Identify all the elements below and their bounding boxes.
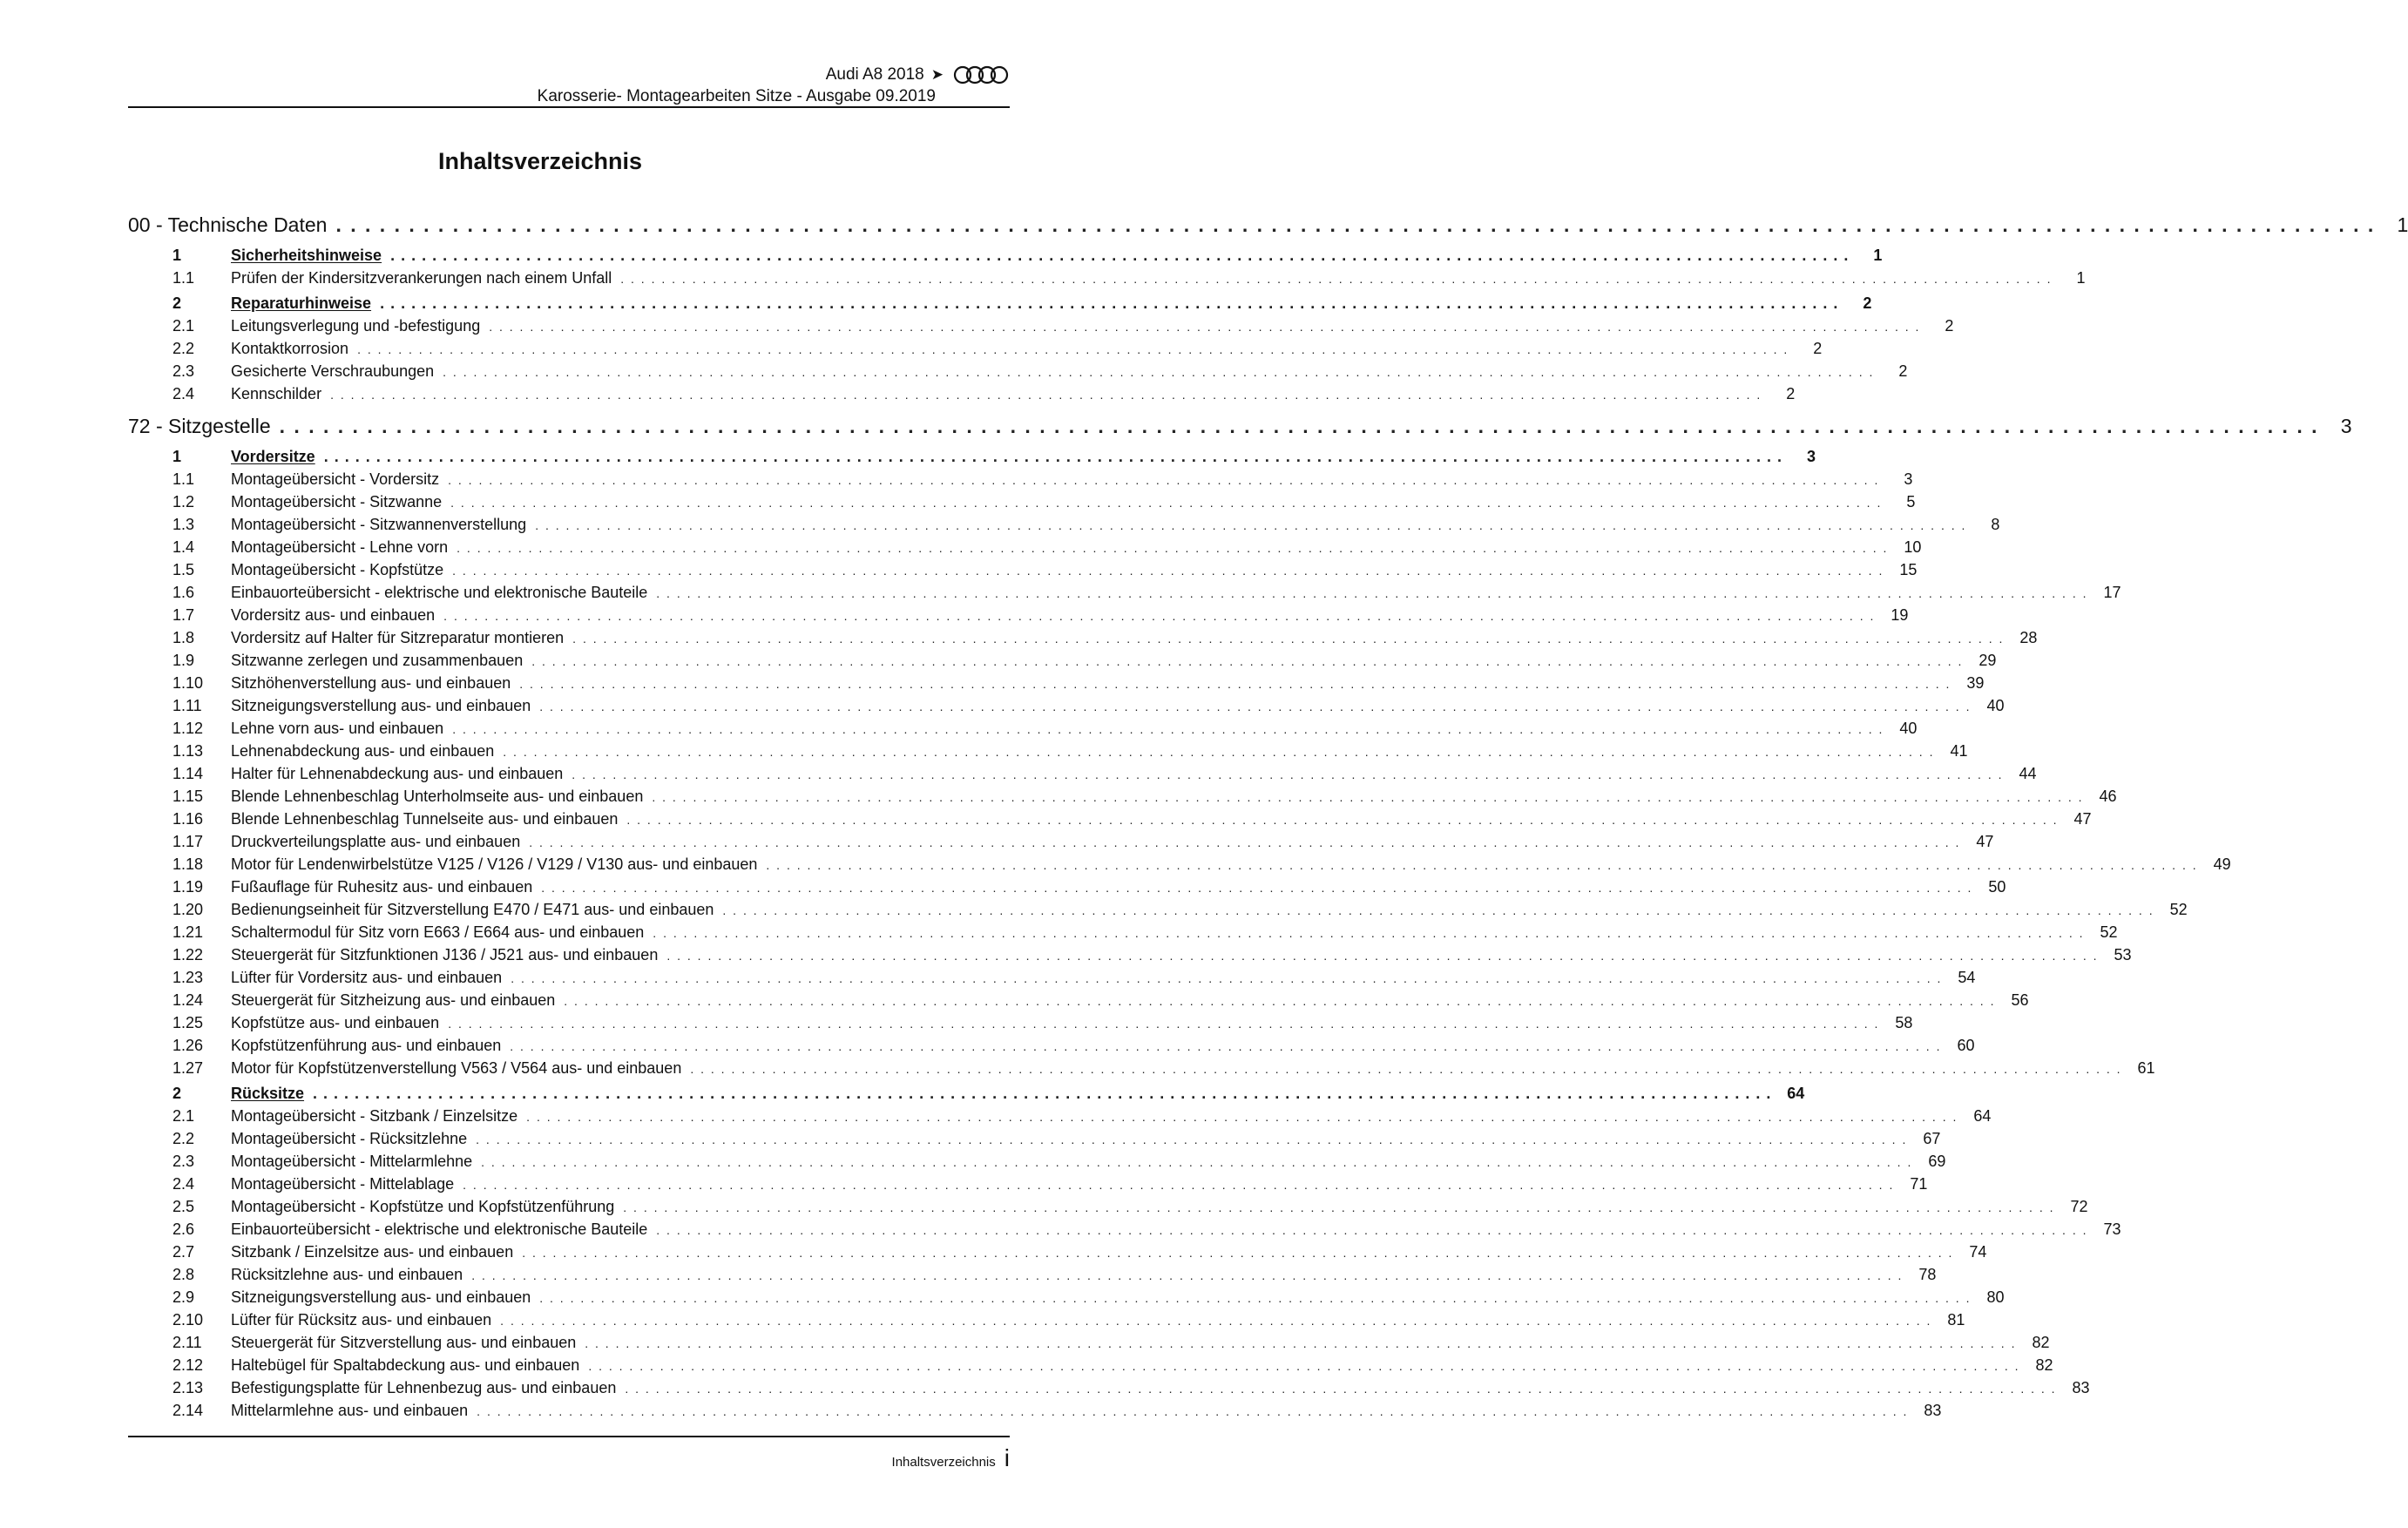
toc-entry-number: 1 (172, 247, 182, 264)
toc-entry-sub[interactable] (128, 490, 1916, 513)
header-brand-line (826, 63, 1010, 87)
toc-entry-section[interactable] (128, 244, 1883, 267)
dot-leader: . . . . . . . . . . . . . . . . . . . . . . . . . . . . . . . . . . . . . . . . . . . . . . . . . . . . . . . . . . . . . . . . . . . . . . . . . . . . . . . . . . . . . . . . . . . . . . . . . . . . . . . . . . . . . . . . . . . . . . . . . . . . . . . . . . . . . . . . . . . . (541, 881, 1973, 895)
toc-entry-number: 1.24 (172, 991, 204, 1009)
dot-leader: . . . . . . . . . . . . . . . . . . . . . . . . . . . . . . . . . . . . . . . . . . . . . . . . . . . . . . . . . . . . . . . . . . . . . . . . . . . . . . . . . . . . . . . . . . . . . . . . . . . . . . . . . . . . . . . . . . . . . . . . . . . . . . . . . . . . . . . . . . . . (448, 1017, 1880, 1031)
toc-entry-title: Haltebügel für Spaltabdeckung aus- und einbauen (231, 1356, 580, 1374)
toc-entry-sub[interactable] (128, 1195, 2088, 1218)
toc-entry-number: 1.7 (172, 606, 195, 624)
dot-leader: . . . . . . . . . . . . . . . . . . . . . . . . . . . . . . . . . . . . . . . . . . . . . . . . . . . . . . . . . . . . . . . . . . . . . . . . . . . . . . . . . . . . . . . . . . . . . . . . . . . . . . . . . . . . . . . . . . . . . . . . . . . . . . . . . . . . . . . . . . . . (539, 1291, 1972, 1305)
toc-page-number: 72 (2070, 1198, 2088, 1215)
toc-entry-number: 1.20 (172, 901, 204, 918)
document-subtitle: Karosserie- Montagearbeiten Sitze - Ausgabe 09.2019 (537, 87, 936, 105)
toc-entry-number: 2.2 (172, 340, 195, 357)
toc-entry-sub[interactable] (128, 762, 2037, 785)
toc-page-number: 49 (2213, 855, 2231, 873)
toc-page-number: 81 (1947, 1311, 1965, 1329)
dot-leader: . . . . . . . . . . . . . . . . . . . . . . . . . . . . . . . . . . . . . . . . . . . . . . . . . . . . . . . . . . . . . . . . . . . . . . . . . . . . . . . . . . . . . . . . . . . . . . . . . . . . . . . . . . . . . . . . . . . . . . . . . . . . . . . . . . . . . . . . . . . . (380, 294, 1839, 312)
toc-page-number: 82 (2032, 1334, 2050, 1351)
toc-page-number: 83 (2072, 1379, 2090, 1396)
toc-entry-chapter[interactable] (128, 209, 2408, 241)
toc-entry-title: Montageübersicht - Rücksitzlehne (231, 1130, 468, 1147)
toc-entry-section[interactable] (128, 445, 1816, 468)
dot-leader: . . . . . . . . . . . . . . . . . . . . . . . . . . . . . . . . . . . . . . . . . . . . . . . . . . . . . . . . . . . . . . . . . . . . . . . . . . . . . . . . . . . . . . . . . . . . . . . . . . . . . . . . . . . . . . . . . . . . . . . . . . . . . . . . . . . . . . . . . . . . (656, 1223, 2088, 1237)
dot-leader: . . . . . . . . . . . . . . . . . . . . . . . . . . . . . . . . . . . . . . . . . . . . . . . . . . . . . . . . . . . . . . . . . . . . . . . . . . . . . . . . . . . . . . . . . . . . . . . . . . . . . . . . . . . . . . . . . . . . . . . . . . . . . . . . . . . . . . . . . . . . (477, 1404, 1909, 1418)
toc-entry-number: 1.26 (172, 1037, 204, 1054)
toc-entry-title: Montageübersicht - Vordersitz (231, 470, 440, 488)
dot-leader: . . . . . . . . . . . . . . . . . . . . . . . . . . . . . . . . . . . . . . . . . . . . . . . . . . . . . . . . . . . . . . . . . . . . . . . . . . . . . . . . . . . . . . . . . . . . . . . . . . . . . . . . . . . . . . . . . . . . . . . . . . . . . . . . . . . . . . . . . . . . (452, 564, 1884, 578)
toc-entry-title: Sitzneigungsverstellung aus- und einbauen (231, 697, 531, 714)
toc-entry-sub[interactable] (128, 785, 2117, 808)
toc-entry-title: Motor für Kopfstützenverstellung V563 / V564 aus- und einbauen (231, 1059, 682, 1077)
dot-leader: . . . . . . . . . . . . . . . . . . . . . . . . . . . . . . . . . . . . . . . . . . . . . . . . . . . . . . . . . . . . . . . . . . . . . . . . . . . . . . . . . . . . . . . . . . . . . . . . . . . . . . . . . . . . . . . . . . . . . . . . . . . . . . . . . . . . . . . . . . . . (323, 448, 1782, 465)
dot-leader: . . . . . . . . . . . . . . . . . . . . . . . . . . . . . . . . . . . . . . . . . . . . . . . . . . . . . . . . . . . . . . . . . . . . . . . . . . . . . . . . . . . . . . . . . . . . . . . . . . . . . . . . . . . . . . . . . . . . . . . . . . . . . . . . . . . . . . . . . . . . (625, 1382, 2057, 1396)
toc-entry-number: 1.12 (172, 720, 204, 737)
toc-entry-title: Halter für Lehnenabdeckung aus- und einbauen (231, 765, 564, 782)
toc-entry-number: 2.13 (172, 1379, 204, 1396)
toc-entry-title: Steuergerät für Sitzheizung aus- und einbauen (231, 991, 556, 1009)
toc-entry-number: 2.1 (172, 317, 195, 335)
toc-page-number: 40 (1899, 720, 1918, 737)
toc-entry-title: Montageübersicht - Mittelablage (231, 1175, 455, 1193)
toc-entry-title: Montageübersicht - Kopfstütze (231, 561, 444, 578)
toc-entry-sub[interactable] (128, 898, 2188, 921)
toc-page-number: 3 (1904, 470, 1913, 488)
toc-entry-number: 2.3 (172, 362, 195, 380)
dot-leader: . . . . . . . . . . . . . . . . . . . . . . . . . . . . . . . . . . . . . . . . . . . . . . . . . . . . . . . . . . . . . . . . . . . . . . . . . . . . . . . . . . . . . . . . . . . . . . . . . . . . . . . . . . . . . . . . . . . . . . . . . . . . . . . . . . . . . . . . . . . . (511, 971, 1943, 985)
toc-page-number: 46 (2099, 788, 2117, 805)
dot-leader: . . . . . . . . . . . . . . . . . . . . . . . . . . . . . . . . . . . . . . . . . . . . . . . . . . . . . . . . . . . . . . . . . . . . . . . . . . . . . . . . . . . . . . . . . . . . . . . . . . . . . . . . . . . . . . . . . . . . . . . . . . . . . . . . . . . . . . . . . . . . (722, 903, 2154, 917)
toc-entry-sub[interactable] (128, 830, 1994, 853)
toc-entry-number: 2.4 (172, 1175, 195, 1193)
dot-leader: . . . . . . . . . . . . . . . . . . . . . . . . . . . . . . . . . . . . . . . . . . . . . . . . . . . . . . . . . . . . . . . . . . . . . . . . . . . . . . . . . . . . . . . . . . . . . . . . . . . . . . . . . . . . . . . . . . . . . . . . . . . . . . . . . . . . . . . . . . . . (463, 1178, 1895, 1192)
toc-entry-title: Reparaturhinweise (231, 294, 372, 312)
toc-entry-number: 1.5 (172, 561, 195, 578)
toc-page-number: 1 (2397, 213, 2408, 236)
toc-entry-title: Prüfen der Kindersitzverankerungen nach einem Unfall (231, 269, 612, 287)
dot-leader: . . . . . . . . . . . . . . . . . . . . . . . . . . . . . . . . . . . . . . . . . . . . . . . . . . . . . . . . . . . . . . . . . . . . . . . . . . . . . . . . . . . . . . . . . . . . . . . . . . . . . . . . . . . . . . . . . . . . . . . . . . . . . . . . . . . . . . . . . . . . (585, 1336, 2017, 1350)
toc-page-number: 69 (1928, 1153, 1946, 1170)
vehicle-model: Audi A8 2018 (825, 65, 924, 84)
toc-page-number: 3 (2340, 415, 2352, 437)
toc-entry-number: 1.27 (172, 1059, 204, 1077)
toc-entry-sub[interactable] (128, 513, 2000, 536)
toc-entry-sub[interactable] (128, 360, 1908, 382)
dot-leader: . . . . . . . . . . . . . . . . . . . . . . . . . . . . . . . . . . . . . . . . . . . . . . . . . . . . . . . . . . . . . . . . . . . . . . . . . . . . . . . . . . . . . . . . . . . . . . . . . . . . . . . . . . . . . . . . . . . . . . . . . . . . . . . . . . . . . . . . . . . . (653, 926, 2085, 940)
dot-leader: . . . . . . . . . . . . . . . . . . . . . . . . . . . . . . . . . . . . . . . . . . . . . . . . . . . . . . . . . . . . . . . . . . . . . . . . . . . . . . . . . . . . . . . . . . . . . . . . . . . . . . . . . . . . . . . . . . . . . . . . . . . . . . . . . . . . . . . . . . . . (564, 994, 1996, 1008)
toc-entry-sub[interactable] (128, 1354, 2053, 1376)
toc-entry-sub[interactable] (128, 581, 2121, 604)
toc-entry-number: 1.15 (172, 788, 204, 805)
toc-page-number: 39 (1966, 674, 1985, 692)
toc-entry-number: 1.9 (172, 652, 195, 669)
toc-page-number: 64 (1973, 1107, 1992, 1125)
toc-entry-title: Blende Lehnenbeschlag Unterholmseite aus- und einbauen (231, 788, 644, 805)
toc-entry-number: 1.18 (172, 855, 204, 873)
toc-entry-sub[interactable] (128, 1127, 1941, 1150)
toc-entry-title: Montageübersicht - Sitzbank / Einzelsitze (231, 1107, 518, 1125)
toc-entry-sub[interactable] (128, 1218, 2121, 1241)
audi-rings-logo (952, 64, 1010, 85)
toc-entry-number: 1.6 (172, 584, 195, 601)
toc-page-number: 1 (1873, 247, 1883, 264)
toc-entry-sub[interactable] (128, 1263, 1937, 1286)
toc-page-number: 82 (2035, 1356, 2053, 1374)
toc-page-number: 19 (1891, 606, 1909, 624)
toc-entry-number: 2.7 (172, 1243, 195, 1261)
toc-entry-section[interactable] (128, 292, 1872, 314)
toc-page-number: 17 (2103, 584, 2121, 601)
toc-entry-sub[interactable] (128, 740, 1968, 762)
toc-entry-number: 1.11 (172, 697, 202, 714)
toc-entry-number: 1.8 (172, 629, 195, 646)
toc-entry-number: 2.2 (172, 1130, 195, 1147)
dot-leader: . . . . . . . . . . . . . . . . . . . . . . . . . . . . . . . . . . . . . . . . . . . . . . . . . . . . . . . . . . . . . . . . . . . . . . . . . . . . . . . . . . . . . . . . . . . . . . . . . . . . . . . . . . . . . . . . . . . . . . . . . . . . . . . . . . . . . . . . . . . . (452, 722, 1884, 736)
toc-entry-sub[interactable] (128, 626, 2038, 649)
toc-entry-number: 1.25 (172, 1014, 204, 1031)
dot-leader: . . . . . . . . . . . . . . . . . . . . . . . . . . . . . . . . . . . . . . . . . . . . . . . . . . . . . . . . . . . . . . . . . . . . . . . . . . . . . . . . . . . . . . . . . . . . . . . . . . . . . . . . . . . . . . . . . . . . . . . . . . . . . . . . . . . . . . . . . . . . (535, 518, 1967, 532)
toc-entry-number: 1.1 (172, 470, 195, 488)
toc-page-number: 52 (2100, 923, 2118, 941)
toc-page-number: 52 (2169, 901, 2188, 918)
toc-entry-title: Bedienungseinheit für Sitzverstellung E470 / E471 aus- und einbauen (231, 901, 714, 918)
toc-entry-sub[interactable] (128, 1399, 1942, 1422)
toc-entry-title: Sicherheitshinweise (231, 247, 382, 264)
dot-leader: . . . . . . . . . . . . . . . . . . . . . . . . . . . . . . . . . . . . . . . . . . . . . . . . . . . . . . . . . . . . . . . . . . . . . . . . . . . . . . . . . . . . . . . . . . . . . . . . . . . . . . . . . . . . . . . . . . . . . . . . . . . . . . . . . . . . . . . . . . . . (626, 813, 2059, 827)
toc-entry-number: 2.5 (172, 1198, 195, 1215)
toc-entry-title: Montageübersicht - Kopfstütze und Kopfstützenführung (231, 1198, 615, 1215)
toc-entry-number: 1.2 (172, 493, 195, 510)
toc-entry-title: Sitzbank / Einzelsitze aus- und einbauen (231, 1243, 514, 1261)
toc-entry-number: 2.10 (172, 1311, 204, 1329)
dot-leader: . . . . . . . . . . . . . . . . . . . . . . . . . . . . . . . . . . . . . . . . . . . . . . . . . . . . . . . . . . . . . . . . . . . . . . . . . . . . . . . . . . . . . . . . . . . . . . . . . . . . . . . . . . . . . . . . . . . . . . . . . . . . . . . . . . . . . . . . . . . . (476, 1132, 1908, 1146)
toc-entry-number: 1.13 (172, 742, 204, 760)
toc-page-number: 54 (1958, 969, 1976, 986)
footer-label: Inhaltsverzeichnis (891, 1455, 996, 1470)
toc-entry-sub[interactable] (128, 337, 1823, 360)
dot-leader: . . . . . . . . . . . . . . . . . . . . . . . . . . . . . . . . . . . . . . . . . . . . . . . . . . . . . . . . . . . . . . . . . . . . . . . . . . . . . . . . . . . . . . . . . . . . . . . . . . . . . . . . . . . . . . . . . . . . . . . . . . . . . . . . . . . . . . . . . . . . (481, 1155, 1913, 1169)
toc-entry-title: Gesicherte Verschraubungen (231, 362, 435, 380)
toc-entry-chapter[interactable] (128, 410, 2352, 443)
toc-entry-sub[interactable] (128, 1034, 1975, 1057)
dot-leader: . . . . . . . . . . . . . . . . . . . . . . . . . . . . . . . . . . . . . . . . . . . . . . . . . . . . . . . . . . . . . . . . . . . . . . . . . . . . . . . . . . . . . . . . . . . . . . . . . . . . . . . . . . . . . . . . . . . . . . . . . . . . . . . . . . . . . . . . . . . . (500, 1314, 1932, 1328)
toc-entry-title: Vordersitze (231, 448, 315, 465)
toc-entry-title: Kennschilder (231, 385, 322, 402)
dot-leader: . . . . . . . . . . . . . . . . . . . . . . . . . . . . . . . . . . . . . . . . . . . . . . . . . . . . . . . . . . . . . . . . . . . . . . . . . . . . . . . . . . . . . . . . . . . . . . . . . . . . . . . . . . . . . . . . . . . . . . . . . . . . . . . . . . . . . . . . . . . . (666, 949, 2099, 963)
dot-leader: . . . . . . . . . . . . . . . . . . . . . . . . . . . . . . . . . . . . . . . . . . . . . . . . . . . . . . . . . . . . . . . . . . . . . . . . . . . . . . . . . . . . . . . . . . . . . . . . . . . . . . . . . . . . . . . . . . . . . . . . . . . . . . . . . . . . . . . . . . . . (623, 1200, 2055, 1214)
toc-entry-number: 2.6 (172, 1220, 195, 1238)
toc-entry-sub[interactable] (128, 649, 1997, 672)
toc-entry-number: 2 (172, 294, 182, 312)
dot-leader: . . . . . . . . . . . . . . . . . . . . . . . . . . . . . . . . . . . . . . . . . . . . . . . . . . . . . . . . . . . . . . . . . . . . . . . . . . . . . . . . . . . . . . . . . . . . . . . . . . . . . . . . . . . . . . . . . . . . . . . . . . . . . . . . . . . . . . . . . . . . (443, 365, 1875, 379)
toc-entry-title: Steuergerät für Sitzverstellung aus- und einbauen (231, 1334, 577, 1351)
toc-entry-sub[interactable] (128, 966, 1976, 989)
dot-leader: . . . . . . . . . . . . . . . . . . . . . . . . . . . . . . . . . . . . . . . . . . . . . . . . . . . . . . . . . . . . . . . . . . . . . . . . . . . . . . . . . . . . . . . . . . . . . . . . . . . . . . . . . . . . . . . . . . . . . . . . . . . . . . . . . . . . . . . . . . . . (279, 415, 2319, 437)
toc-entry-sub[interactable] (128, 943, 2132, 966)
dot-leader: . . . . . . . . . . . . . . . . . . . . . . . . . . . . . . . . . . . . . . . . . . . . . . . . . . . . . . . . . . . . . . . . . . . . . . . . . . . . . . . . . . . . . . . . . . . . . . . . . . . . . . . . . . . . . . . . . . . . . . . . . . . . . . . . . . . . . . . . . . . . (357, 342, 1789, 356)
toc-entry-sub[interactable] (128, 558, 1918, 581)
toc-entry-title: Sitzhöhenverstellung aus- und einbauen (231, 674, 511, 692)
toc-entry-title: Montageübersicht - Sitzwannenverstellung (231, 516, 527, 533)
toc-entry-number: 1 (172, 448, 182, 465)
toc-entry-sub[interactable] (128, 853, 2231, 876)
toc-page-number: 29 (1978, 652, 1997, 669)
toc-entry-title: Einbauorteübersicht - elektrische und elektronische Bauteile (231, 1220, 648, 1238)
toc-entry-number: 2.4 (172, 385, 195, 402)
toc-entry-sub[interactable] (128, 267, 2086, 289)
toc-entry-sub[interactable] (128, 1286, 2005, 1308)
toc-entry-title: Befestigungsplatte für Lehnenbezug aus- und einbauen (231, 1379, 617, 1396)
toc-entry-title: Kontaktkorrosion (231, 340, 349, 357)
toc-entry-title: Rücksitzlehne aus- und einbauen (231, 1266, 463, 1283)
page-title: Inhaltsverzeichnis (437, 148, 643, 174)
toc-entry-number: 1.14 (172, 765, 204, 782)
toc-page-number: 28 (2019, 629, 2038, 646)
toc-entry-sub[interactable] (128, 1331, 2050, 1354)
dot-leader: . . . . . . . . . . . . . . . . . . . . . . . . . . . . . . . . . . . . . . . . . . . . . . . . . . . . . . . . . . . . . . . . . . . . . . . . . . . . . . . . . . . . . . . . . . . . . . . . . . . . . . . . . . . . . . . . . . . . . . . . . . . . . . . . . . . . . . . . . . . . (510, 1039, 1942, 1053)
toc-entry-sub[interactable] (128, 1011, 1913, 1034)
toc-page-number: 2 (1786, 385, 1796, 402)
toc-entry-title: Montageübersicht - Lehne vorn (231, 538, 449, 556)
toc-entry-title: Lüfter für Rücksitz aus- und einbauen (231, 1311, 492, 1329)
footer-divider (128, 1436, 1010, 1437)
dot-leader: . . . . . . . . . . . . . . . . . . . . . . . . . . . . . . . . . . . . . . . . . . . . . . . . . . . . . . . . . . . . . . . . . . . . . . . . . . . . . . . . . . . . . . . . . . . . . . . . . . . . . . . . . . . . . . . . . . . . . . . . . . . . . . . . . . . . . . . . . . . . (471, 1268, 1904, 1282)
toc-page-number: 2 (1863, 294, 1872, 312)
toc-page-number: 8 (1991, 516, 2000, 533)
toc-entry-title: Druckverteilungsplatte aus- und einbauen (231, 833, 521, 850)
toc-page-number: 47 (2073, 810, 2092, 828)
dot-leader: . . . . . . . . . . . . . . . . . . . . . . . . . . . . . . . . . . . . . . . . . . . . . . . . . . . . . . . . . . . . . . . . . . . . . . . . . . . . . . . . . . . . . . . . . . . . . . . . . . . . . . . . . . . . . . . . . . . . . . . . . . . . . . . . . . . . . . . . . . . . (529, 835, 1961, 849)
dot-leader: . . . . . . . . . . . . . . . . . . . . . . . . . . . . . . . . . . . . . . . . . . . . . . . . . . . . . . . . . . . . . . . . . . . . . . . . . . . . . . . . . . . . . . . . . . . . . . . . . . . . . . . . . . . . . . . . . . . . . . . . . . . . . . . . . . . . . . . . . . . . (531, 654, 1964, 668)
toc-page-number: 53 (2114, 946, 2132, 963)
arrow-icon: ➤ (930, 66, 944, 83)
toc-entry-number: 2.8 (172, 1266, 195, 1283)
toc-entry-title: Mittelarmlehne aus- und einbauen (231, 1402, 469, 1419)
toc-entry-sub[interactable] (128, 1057, 2155, 1079)
toc-page-number: 15 (1899, 561, 1918, 578)
toc-page-number: 2 (1945, 317, 1954, 335)
dot-leader: . . . . . . . . . . . . . . . . . . . . . . . . . . . . . . . . . . . . . . . . . . . . . . . . . . . . . . . . . . . . . . . . . . . . . . . . . . . . . . . . . . . . . . . . . . . . . . . . . . . . . . . . . . . . . . . . . . . . . . . . . . . . . . . . . . . . . . . . . . . . (539, 700, 1972, 713)
toc-entry-number: 1.16 (172, 810, 204, 828)
dot-leader: . . . . . . . . . . . . . . . . . . . . . . . . . . . . . . . . . . . . . . . . . . . . . . . . . . . . . . . . . . . . . . . . . . . . . . . . . . . . . . . . . . . . . . . . . . . . . . . . . . . . . . . . . . . . . . . . . . . . . . . . . . . . . . . . . . . . . . . . . . . . (503, 745, 1935, 759)
dot-leader: . . . . . . . . . . . . . . . . . . . . . . . . . . . . . . . . . . . . . . . . . . . . . . . . . . . . . . . . . . . . . . . . . . . . . . . . . . . . . . . . . . . . . . . . . . . . . . . . . . . . . . . . . . . . . . . . . . . . . . . . . . . . . . . . . . . . . . . . . . . . (656, 586, 2088, 600)
toc-entry-sub[interactable] (128, 717, 1918, 740)
toc-entry-number: 1.21 (172, 923, 204, 941)
toc-entry-number: 2.9 (172, 1288, 195, 1306)
toc-entry-title: Schaltermodul für Sitz vorn E663 / E664 aus- und einbauen (231, 923, 645, 941)
toc-page-number: 73 (2103, 1220, 2121, 1238)
dot-leader: . . . . . . . . . . . . . . . . . . . . . . . . . . . . . . . . . . . . . . . . . . . . . . . . . . . . . . . . . . . . . . . . . . . . . . . . . . . . . . . . . . . . . . . . . . . . . . . . . . . . . . . . . . . . . . . . . . . . . . . . . . . . . . . . . . . . . . . . . . . . (330, 388, 1762, 402)
toc-page-number: 71 (1910, 1175, 1928, 1193)
dot-leader: . . . . . . . . . . . . . . . . . . . . . . . . . . . . . . . . . . . . . . . . . . . . . . . . . . . . . . . . . . . . . . . . . . . . . . . . . . . . . . . . . . . . . . . . . . . . . . . . . . . . . . . . . . . . . . . . . . . . . . . . . . . . . . . . . . . . . . . . . . . . (390, 247, 1850, 264)
toc-entry-sub[interactable] (128, 989, 2029, 1011)
toc-entry-number: 2.12 (172, 1356, 204, 1374)
toc-entry-number: 1.22 (172, 946, 204, 963)
toc-entry-number: 00 - Technische Daten (128, 213, 328, 236)
dot-leader: . . . . . . . . . . . . . . . . . . . . . . . . . . . . . . . . . . . . . . . . . . . . . . . . . . . . . . . . . . . . . . . . . . . . . . . . . . . . . . . . . . . . . . . . . . . . . . . . . . . . . . . . . . . . . . . . . . . . . . . . . . . . . . . . . . . . . . . . . . . . (652, 790, 2084, 804)
toc-page-number: 80 (1986, 1288, 2005, 1306)
toc-entry-number: 1.3 (172, 516, 195, 533)
toc-entry-title: Vordersitz aus- und einbauen (231, 606, 436, 624)
toc-entry-sub[interactable] (128, 468, 1913, 490)
toc-entry-title: Montageübersicht - Mittelarmlehne (231, 1153, 473, 1170)
toc-entry-sub[interactable] (128, 1105, 1992, 1127)
dot-leader: . . . . . . . . . . . . . . . . . . . . . . . . . . . . . . . . . . . . . . . . . . . . . . . . . . . . . . . . . . . . . . . . . . . . . . . . . . . . . . . . . . . . . . . . . . . . . . . . . . . . . . . . . . . . . . . . . . . . . . . . . . . . . . . . . . . . . . . . . . . . (522, 1246, 1954, 1260)
dot-leader: . . . . . . . . . . . . . . . . . . . . . . . . . . . . . . . . . . . . . . . . . . . . . . . . . . . . . . . . . . . . . . . . . . . . . . . . . . . . . . . . . . . . . . . . . . . . . . . . . . . . . . . . . . . . . . . . . . . . . . . . . . . . . . . . . . . . . . . . . . . . (766, 858, 2198, 872)
toc-page-number: 3 (1806, 448, 1816, 465)
dot-leader: . . . . . . . . . . . . . . . . . . . . . . . . . . . . . . . . . . . . . . . . . . . . . . . . . . . . . . . . . . . . . . . . . . . . . . . . . . . . . . . . . . . . . . . . . . . . . . . . . . . . . . . . . . . . . . . . . . . . . . . . . . . . . . . . . . . . . . . . . . . . (457, 541, 1889, 555)
toc-entry-number: 2 (172, 1085, 182, 1102)
toc-entry-title: Blende Lehnenbeschlag Tunnelseite aus- und einbauen (231, 810, 619, 828)
dot-leader: . . . . . . . . . . . . . . . . . . . . . . . . . . . . . . . . . . . . . . . . . . . . . . . . . . . . . . . . . . . . . . . . . . . . . . . . . . . . . . . . . . . . . . . . . . . . . . . . . . . . . . . . . . . . . . . . . . . . . . . . . . . . . . . . . . . . . . . . . . . . (620, 272, 2053, 286)
dot-leader: . . . . . . . . . . . . . . . . . . . . . . . . . . . . . . . . . . . . . . . . . . . . . . . . . . . . . . . . . . . . . . . . . . . . . . . . . . . . . . . . . . . . . . . . . . . . . . . . . . . . . . . . . . . . . . . . . . . . . . . . . . . . . . . . . . . . . . . . . . . . (526, 1110, 1958, 1124)
toc-entry-sub[interactable] (128, 876, 2006, 898)
toc-entry-sub[interactable] (128, 604, 1909, 626)
toc-entry-sub[interactable] (128, 1376, 2090, 1399)
toc-entry-number: 72 - Sitzgestelle (128, 415, 271, 437)
dot-leader: . . . . . . . . . . . . . . . . . . . . . . . . . . . . . . . . . . . . . . . . . . . . . . . . . . . . . . . . . . . . . . . . . . . . . . . . . . . . . . . . . . . . . . . . . . . . . . . . . . . . . . . . . . . . . . . . . . . . . . . . . . . . . . . . . . . . . . . . . . . . (448, 473, 1880, 487)
toc-entry-sub[interactable] (128, 1241, 1987, 1263)
toc-page-number: 61 (2137, 1059, 2155, 1077)
dot-leader: . . . . . . . . . . . . . . . . . . . . . . . . . . . . . . . . . . . . . . . . . . . . . . . . . . . . . . . . . . . . . . . . . . . . . . . . . . . . . . . . . . . . . . . . . . . . . . . . . . . . . . . . . . . . . . . . . . . . . . . . . . . . . . . . . . . . . . . . . . . . (572, 632, 2005, 646)
toc-entry-title: Fußauflage für Ruhesitz aus- und einbauen (231, 878, 533, 896)
toc-page-number: 47 (1976, 833, 1994, 850)
toc-entry-title: Einbauorteübersicht - elektrische und elektronische Bauteile (231, 584, 648, 601)
toc-page-number: 56 (2011, 991, 2029, 1009)
dot-leader: . . . . . . . . . . . . . . . . . . . . . . . . . . . . . . . . . . . . . . . . . . . . . . . . . . . . . . . . . . . . . . . . . . . . . . . . . . . . . . . . . . . . . . . . . . . . . . . . . . . . . . . . . . . . . . . . . . . . . . . . . . . . . . . . . . . . . . . . . . . . (588, 1359, 2020, 1373)
toc-page-number: 83 (1924, 1402, 1942, 1419)
dot-leader: . . . . . . . . . . . . . . . . . . . . . . . . . . . . . . . . . . . . . . . . . . . . . . . . . . . . . . . . . . . . . . . . . . . . . . . . . . . . . . . . . . . . . . . . . . . . . . . . . . . . . . . . . . . . . . . . . . . . . . . . . . . . . . . . . . . . . . . . . . . . (489, 320, 1921, 334)
toc-entry-sub[interactable] (128, 921, 2118, 943)
toc-entry-sub[interactable] (128, 1150, 1946, 1173)
toc-entry-sub[interactable] (128, 382, 1796, 405)
toc-entry-number: 2.11 (172, 1334, 202, 1351)
toc-entry-number: 1.17 (172, 833, 204, 850)
dot-leader: . . . . . . . . . . . . . . . . . . . . . . . . . . . . . . . . . . . . . . . . . . . . . . . . . . . . . . . . . . . . . . . . . . . . . . . . . . . . . . . . . . . . . . . . . . . . . . . . . . . . . . . . . . . . . . . . . . . . . . . . . . . . . . . . . . . . . . . . . . . . (690, 1062, 2122, 1076)
toc-page-number: 50 (1988, 878, 2006, 896)
toc-page-number: 74 (1969, 1243, 1987, 1261)
toc-page-number: 2 (1898, 362, 1908, 380)
dot-leader: . . . . . . . . . . . . . . . . . . . . . . . . . . . . . . . . . . . . . . . . . . . . . . . . . . . . . . . . . . . . . . . . . . . . . . . . . . . . . . . . . . . . . . . . . . . . . . . . . . . . . . . . . . . . . . . . . . . . . . . . . . . . . . . . . . . . . . . . . . . . (443, 609, 1876, 623)
toc-entry-title: Kopfstützenführung aus- und einbauen (231, 1037, 502, 1054)
page-footer (892, 1444, 1010, 1472)
toc-entry-number: 1.4 (172, 538, 195, 556)
toc-page-number: 2 (1813, 340, 1823, 357)
toc-page-number: 64 (1787, 1085, 1805, 1102)
toc-page-number: 40 (1986, 697, 2005, 714)
toc-entry-sub[interactable] (128, 314, 1954, 337)
dot-leader: . . . . . . . . . . . . . . . . . . . . . . . . . . . . . . . . . . . . . . . . . . . . . . . . . . . . . . . . . . . . . . . . . . . . . . . . . . . . . . . . . . . . . . . . . . . . . . . . . . . . . . . . . . . . . . . . . . . . . . . . . . . . . . . . . . . . . . . . . . . . (572, 767, 2004, 781)
toc-entry-number: 1.23 (172, 969, 204, 986)
toc-page-number: 58 (1895, 1014, 1913, 1031)
toc-entry-sub[interactable] (128, 672, 1985, 694)
header-divider (128, 106, 1010, 108)
toc-entry-section[interactable] (128, 1082, 1805, 1105)
toc-page-number: 67 (1923, 1130, 1941, 1147)
toc-entry-sub[interactable] (128, 536, 1922, 558)
toc-entry-title: Rücksitze (231, 1085, 305, 1102)
toc-entry-title: Leitungsverlegung und -befestigung (231, 317, 481, 335)
toc-page-number: 41 (1950, 742, 1968, 760)
toc-page-number: 1 (2076, 269, 2086, 287)
toc-page-number: 60 (1957, 1037, 1975, 1054)
toc-page-number: 44 (2019, 765, 2037, 782)
toc-entry-title: Vordersitz auf Halter für Sitzreparatur montieren (231, 629, 565, 646)
dot-leader: . . . . . . . . . . . . . . . . . . . . . . . . . . . . . . . . . . . . . . . . . . . . . . . . . . . . . . . . . . . . . . . . . . . . . . . . . . . . . . . . . . . . . . . . . . . . . . . . . . . . . . . . . . . . . . . . . . . . . . . . . . . . . . . . . . . . . . . . . . . . (519, 677, 1951, 691)
toc-page-number: 10 (1904, 538, 1922, 556)
table-of-contents (128, 209, 2408, 1422)
dot-leader: . . . . . . . . . . . . . . . . . . . . . . . . . . . . . . . . . . . . . . . . . . . . . . . . . . . . . . . . . . . . . . . . . . . . . . . . . . . . . . . . . . . . . . . . . . . . . . . . . . . . . . . . . . . . . . . . . . . . . . . . . . . . . . . . . . . . . . . . . . . . (313, 1085, 1772, 1102)
toc-entry-number: 2.3 (172, 1153, 195, 1170)
dot-leader: . . . . . . . . . . . . . . . . . . . . . . . . . . . . . . . . . . . . . . . . . . . . . . . . . . . . . . . . . . . . . . . . . . . . . . . . . . . . . . . . . . . . . . . . . . . . . . . . . . . . . . . . . . . . . . . . . . . . . . . . . . . . . . . . . . . . . . . . . . . . (335, 213, 2376, 236)
toc-entry-number: 1.1 (172, 269, 195, 287)
toc-entry-number: 2.14 (172, 1402, 204, 1419)
toc-entry-title: Motor für Lendenwirbelstütze V125 / V126 / V129 / V130 aus- und einbauen (231, 855, 758, 873)
toc-entry-title: Montageübersicht - Sitzwanne (231, 493, 443, 510)
toc-entry-number: 2.1 (172, 1107, 195, 1125)
toc-entry-sub[interactable] (128, 1308, 1965, 1331)
toc-entry-title: Sitzneigungsverstellung aus- und einbauen (231, 1288, 531, 1306)
toc-entry-title: Lehnenabdeckung aus- und einbauen (231, 742, 495, 760)
toc-entry-title: Steuergerät für Sitzfunktionen J136 / J521 aus- und einbauen (231, 946, 659, 963)
toc-page-number: 5 (1906, 493, 1916, 510)
dot-leader: . . . . . . . . . . . . . . . . . . . . . . . . . . . . . . . . . . . . . . . . . . . . . . . . . . . . . . . . . . . . . . . . . . . . . . . . . . . . . . . . . . . . . . . . . . . . . . . . . . . . . . . . . . . . . . . . . . . . . . . . . . . . . . . . . . . . . . . . . . . . (450, 496, 1883, 510)
toc-entry-sub[interactable] (128, 808, 2092, 830)
toc-entry-sub[interactable] (128, 694, 2005, 717)
toc-entry-number: 1.10 (172, 674, 204, 692)
toc-entry-title: Sitzwanne zerlegen und zusammenbauen (231, 652, 524, 669)
toc-entry-sub[interactable] (128, 1173, 1928, 1195)
toc-entry-number: 1.19 (172, 878, 204, 896)
toc-entry-title: Lüfter für Vordersitz aus- und einbauen (231, 969, 503, 986)
toc-entry-title: Lehne vorn aus- und einbauen (231, 720, 444, 737)
toc-entry-title: Kopfstütze aus- und einbauen (231, 1014, 440, 1031)
toc-page-number: 78 (1918, 1266, 1937, 1283)
footer-page-number: i (1004, 1444, 1010, 1471)
